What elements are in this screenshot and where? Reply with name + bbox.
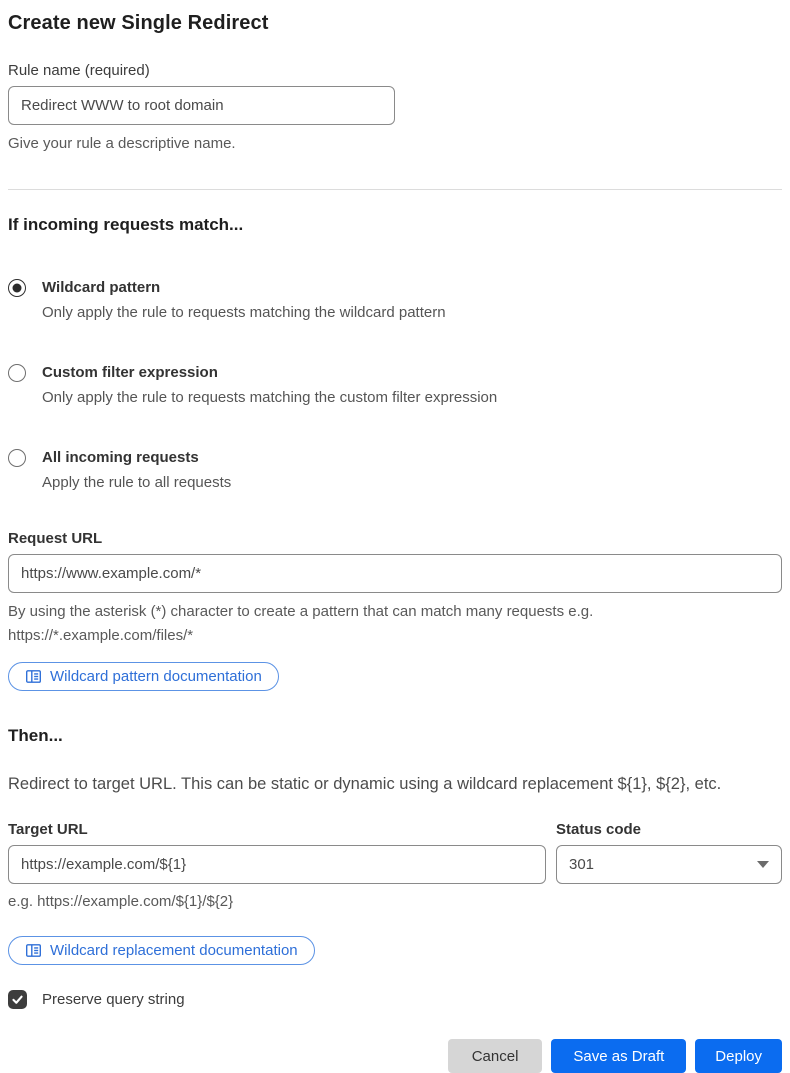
rule-name-helper: Give your rule a descriptive name. — [8, 135, 236, 152]
deploy-button[interactable]: Deploy — [695, 1039, 782, 1073]
wildcard-pattern-documentation-button[interactable] — [8, 662, 279, 691]
target-url-status-row — [8, 821, 782, 914]
book-icon — [25, 668, 42, 685]
match-type-radio-group — [8, 277, 782, 493]
section-divider — [8, 189, 782, 190]
radio-description: Apply the rule to all requests — [42, 474, 232, 491]
doc-button-label: Wildcard replacement documentation — [50, 942, 298, 959]
radio-description: Only apply the rule to requests matching the custom filter expression — [42, 389, 498, 406]
rule-name-input[interactable] — [8, 86, 395, 125]
redirect-description: Redirect to target URL. This can be static or dynamic using a wildcard replacement ${1}, ${2}, etc. — [8, 775, 722, 793]
request-url-input[interactable] — [8, 554, 782, 593]
target-url-input[interactable] — [8, 845, 546, 884]
then-section-heading: Then... — [8, 726, 63, 745]
radio-button-icon[interactable] — [8, 364, 26, 382]
preserve-query-string-checkbox[interactable] — [8, 990, 27, 1009]
save-as-draft-button[interactable]: Save as Draft — [551, 1039, 686, 1073]
radio-button-icon[interactable] — [8, 449, 26, 467]
radio-option-custom-filter-expression[interactable] — [8, 362, 782, 408]
page-title: Create new Single Redirect — [8, 12, 269, 34]
radio-label: Custom filter expression — [42, 364, 218, 381]
preserve-query-string-label: Preserve query string — [42, 991, 185, 1008]
wildcard-replacement-documentation-button[interactable] — [8, 936, 315, 965]
status-code-select[interactable] — [556, 845, 782, 884]
status-code-label: Status code — [556, 821, 642, 838]
cancel-button[interactable]: Cancel — [448, 1039, 543, 1073]
footer-actions — [8, 1039, 782, 1073]
chevron-down-icon — [757, 861, 769, 868]
radio-option-wildcard-pattern[interactable] — [8, 277, 782, 323]
radio-description: Only apply the rule to requests matching the wildcard pattern — [42, 304, 446, 321]
radio-label: Wildcard pattern — [42, 279, 161, 296]
preserve-query-string-row — [8, 990, 782, 1009]
radio-label: All incoming requests — [42, 449, 199, 466]
target-url-label: Target URL — [8, 821, 88, 838]
match-section-heading: If incoming requests match... — [8, 215, 244, 234]
request-url-helper-line1: By using the asterisk (*) character to create a pattern that can match many requests e.g. — [8, 603, 594, 620]
rule-name-label: Rule name (required) — [8, 62, 150, 79]
status-code-value: 301 — [569, 856, 595, 873]
request-url-helper-line2: https://*.example.com/files/* — [8, 627, 194, 644]
checkmark-icon — [11, 993, 24, 1006]
radio-button-icon[interactable] — [8, 279, 26, 297]
target-url-helper: e.g. https://example.com/${1}/${2} — [8, 893, 234, 910]
doc-button-label: Wildcard pattern documentation — [50, 668, 262, 685]
request-url-helper — [8, 600, 782, 648]
book-icon — [25, 942, 42, 959]
request-url-label: Request URL — [8, 530, 103, 547]
radio-option-all-incoming-requests[interactable] — [8, 447, 782, 493]
